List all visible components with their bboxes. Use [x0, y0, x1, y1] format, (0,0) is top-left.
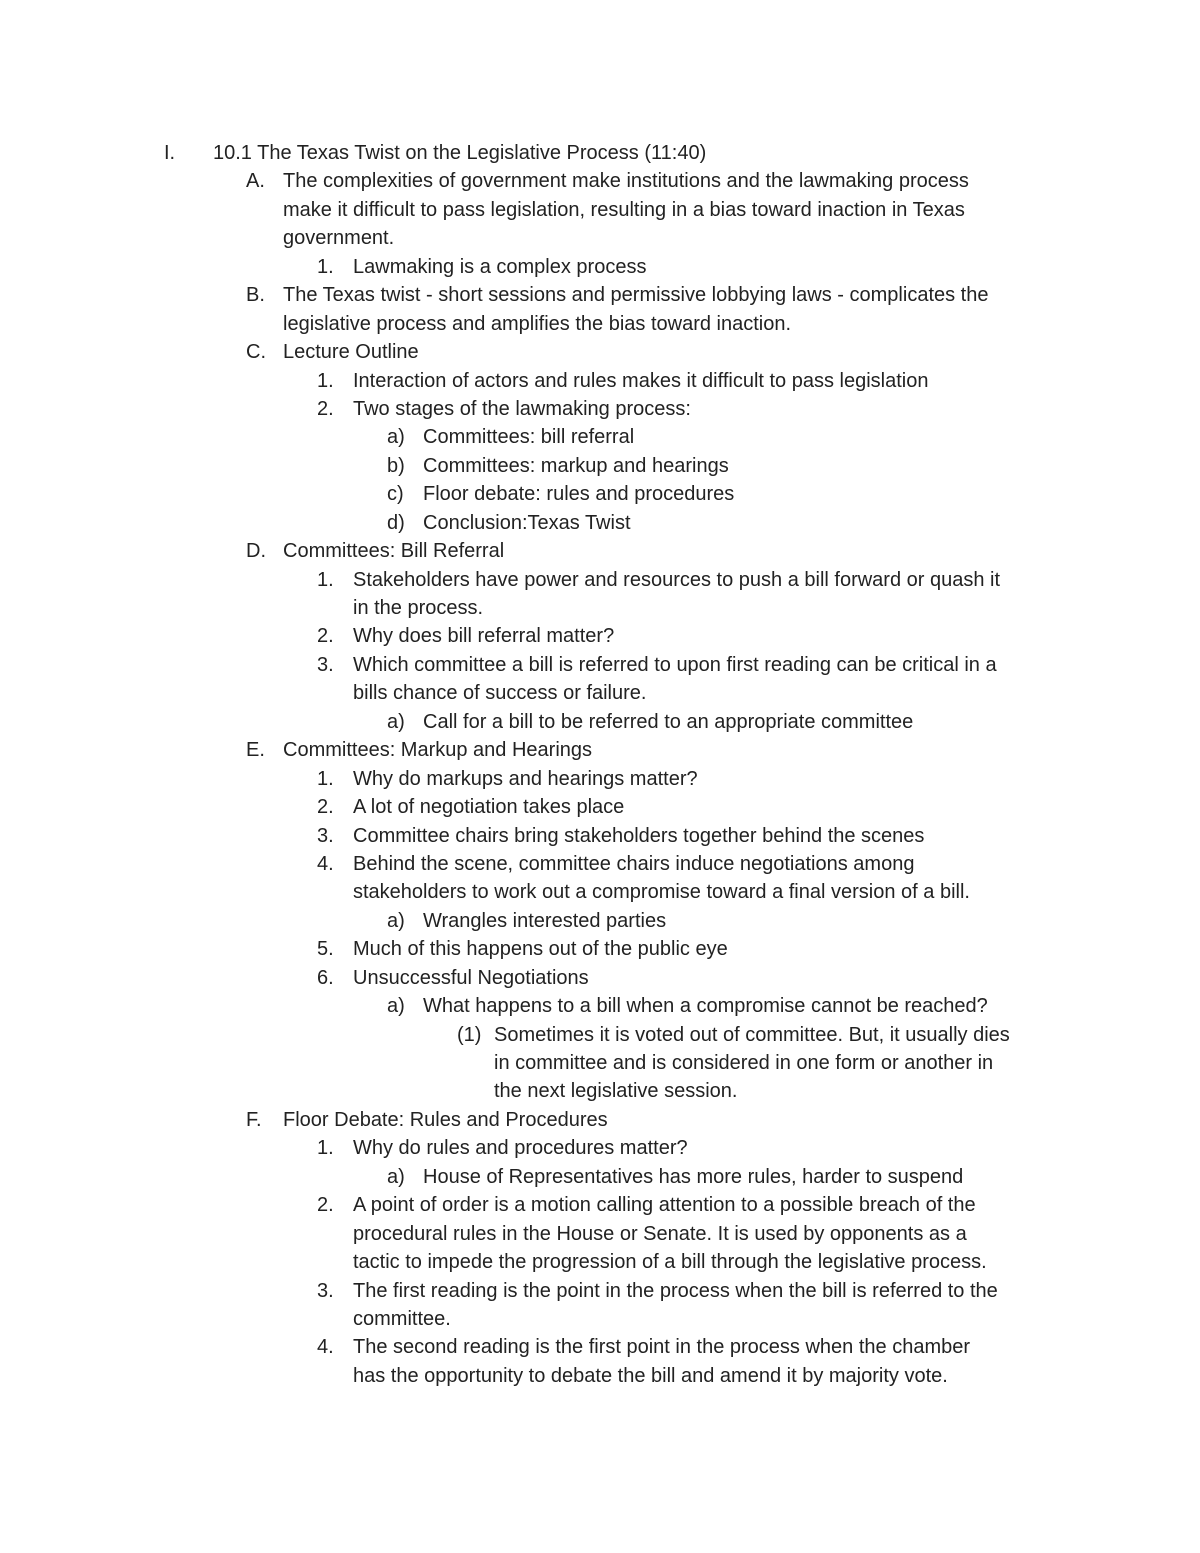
list-item-text: The first reading is the point in the process when the bill is referred to the	[353, 1279, 998, 1302]
list-item-text: legislative process and amplifies the bias toward inaction.	[283, 312, 792, 335]
list-item-text: House of Representatives has more rules, harder to suspend	[423, 1165, 964, 1188]
list-marker: 3.	[317, 1279, 334, 1302]
list-item-text: Behind the scene, committee chairs induce negotiations among	[353, 852, 915, 875]
list-marker: 2.	[317, 796, 334, 819]
list-item-text: tactic to impede the progression of a bill through the legislative process.	[353, 1251, 987, 1274]
list-marker: D.	[246, 540, 266, 563]
list-marker: c)	[387, 483, 404, 506]
outline-line	[0, 594, 1200, 622]
outline-line	[0, 708, 1200, 736]
list-item-text: Why do rules and procedures matter?	[353, 1137, 688, 1160]
list-item-text: Interaction of actors and rules makes it difficult to pass legislation	[353, 369, 929, 392]
outline-line	[0, 1248, 1200, 1276]
list-item-text: Which committee a bill is referred to upon first reading can be critical in a	[353, 653, 997, 676]
list-item-text: What happens to a bill when a compromise cannot be reached?	[423, 995, 988, 1018]
list-item-text: Floor Debate: Rules and Procedures	[283, 1108, 608, 1131]
outline-line	[0, 1021, 1200, 1049]
list-item-text: Committees: Bill Referral	[283, 540, 505, 563]
outline-line	[0, 139, 1200, 167]
outline-line	[0, 1305, 1200, 1333]
outline-line	[0, 679, 1200, 707]
list-marker: I.	[164, 142, 176, 164]
list-item-text: Wrangles interested parties	[423, 909, 667, 932]
outline-line	[0, 509, 1200, 537]
outline-line	[0, 850, 1200, 878]
list-item-text: government.	[283, 227, 395, 250]
list-item-text: Floor debate: rules and procedures	[423, 483, 735, 506]
list-item-text: The complexities of government make institutions and the lawmaking process	[283, 170, 969, 193]
list-marker: d)	[387, 511, 405, 534]
outline-line	[0, 367, 1200, 395]
outline-line	[0, 765, 1200, 793]
list-marker: B.	[246, 284, 265, 307]
list-item-text: Conclusion:Texas Twist	[423, 511, 631, 534]
list-marker: 3.	[317, 653, 334, 676]
list-marker: 5.	[317, 938, 334, 961]
list-item-text: Why does bill referral matter?	[353, 625, 615, 648]
list-marker: a)	[387, 995, 405, 1018]
outline-line	[0, 224, 1200, 252]
outline-line	[0, 1277, 1200, 1305]
outline-line	[0, 992, 1200, 1020]
list-item-text: the next legislative session.	[494, 1080, 738, 1103]
outline-line	[0, 167, 1200, 195]
outline-line	[0, 537, 1200, 565]
list-marker: 1.	[317, 369, 334, 392]
list-item-text: Much of this happens out of the public eye	[353, 938, 728, 961]
outline-line	[0, 566, 1200, 594]
outline-line	[0, 281, 1200, 309]
outline-line	[0, 1049, 1200, 1077]
list-item-text: Stakeholders have power and resources to push a bill forward or quash it	[353, 568, 1001, 591]
outline-line	[0, 907, 1200, 935]
list-item-text: Lecture Outline	[283, 341, 419, 364]
list-item-text: Why do markups and hearings matter?	[353, 767, 698, 790]
list-item-text: Committee chairs bring stakeholders together behind the scenes	[353, 824, 925, 847]
list-item-text: The Texas twist - short sessions and permissive lobbying laws - complicates the	[283, 284, 989, 307]
list-item-text: committee.	[353, 1307, 451, 1330]
outline-line	[0, 736, 1200, 764]
list-item-text: Unsuccessful Negotiations	[353, 966, 589, 989]
outline-line	[0, 622, 1200, 650]
outline-line	[0, 1134, 1200, 1162]
outline-line	[0, 1077, 1200, 1105]
list-marker: a)	[387, 909, 405, 932]
list-item-text: The second reading is the first point in the process when the chamber	[353, 1336, 971, 1359]
outline-line	[0, 1191, 1200, 1219]
outline-line	[0, 822, 1200, 850]
list-item-text: Lawmaking is a complex process	[353, 255, 647, 278]
outline-line	[0, 423, 1200, 451]
list-marker: 2.	[317, 625, 334, 648]
list-marker: F.	[246, 1108, 262, 1131]
list-item-text: Committees: markup and hearings	[423, 454, 729, 477]
outline-line	[0, 480, 1200, 508]
outline-line	[0, 1163, 1200, 1191]
outline	[0, 139, 1200, 1390]
list-item-text: bills chance of success or failure.	[353, 682, 647, 705]
list-marker: a)	[387, 710, 405, 733]
outline-line	[0, 196, 1200, 224]
outline-line	[0, 452, 1200, 480]
list-marker: C.	[246, 341, 266, 364]
list-item-text: make it difficult to pass legislation, resulting in a bias toward inaction in Texas	[283, 198, 965, 221]
list-item-text: Two stages of the lawmaking process:	[353, 397, 691, 420]
list-marker: 4.	[317, 852, 334, 875]
outline-line	[0, 1362, 1200, 1390]
list-marker: 2.	[317, 1194, 334, 1217]
outline-line	[0, 395, 1200, 423]
outline-line	[0, 651, 1200, 679]
list-item-text: A lot of negotiation takes place	[353, 796, 625, 819]
list-item-text: in the process.	[353, 597, 484, 619]
outline-line	[0, 935, 1200, 963]
outline-line	[0, 793, 1200, 821]
list-item-text: Committees: Markup and Hearings	[283, 739, 593, 762]
list-item-text: Sometimes it is voted out of committee. But, it usually dies	[494, 1023, 1010, 1046]
list-marker: 4.	[317, 1336, 334, 1359]
list-marker: (1)	[457, 1023, 482, 1046]
list-marker: b)	[387, 454, 405, 477]
list-item-text: Call for a bill to be referred to an appropriate committee	[423, 710, 914, 733]
outline-line	[0, 1106, 1200, 1134]
list-item-text: Committees: bill referral	[423, 426, 635, 449]
outline-line	[0, 878, 1200, 906]
list-item-text: has the opportunity to debate the bill and amend it by majority vote.	[353, 1364, 948, 1387]
list-marker: E.	[246, 739, 265, 762]
list-marker: 1.	[317, 767, 334, 790]
outline-line	[0, 338, 1200, 366]
list-marker: A.	[246, 170, 265, 193]
list-marker: 6.	[317, 966, 334, 989]
list-item-text: 10.1 The Texas Twist on the Legislative Process (11:40)	[213, 142, 707, 164]
list-marker: 3.	[317, 824, 334, 847]
outline-line	[0, 1220, 1200, 1248]
list-marker: 2.	[317, 397, 334, 420]
outline-line	[0, 253, 1200, 281]
outline-line	[0, 310, 1200, 338]
list-marker: 1.	[317, 255, 334, 278]
list-item-text: A point of order is a motion calling attention to a possible breach of the	[353, 1194, 976, 1217]
list-marker: 1.	[317, 568, 334, 591]
list-item-text: in committee and is considered in one form or another in	[494, 1052, 994, 1074]
list-item-text: stakeholders to work out a compromise toward a final version of a bill.	[353, 881, 970, 904]
outline-line	[0, 1333, 1200, 1361]
document-page	[0, 139, 1200, 1390]
list-item-text: procedural rules in the House or Senate. It is used by opponents as a	[353, 1222, 967, 1245]
list-marker: a)	[387, 1165, 405, 1188]
list-marker: a)	[387, 426, 405, 449]
list-marker: 1.	[317, 1137, 334, 1160]
outline-line	[0, 964, 1200, 992]
